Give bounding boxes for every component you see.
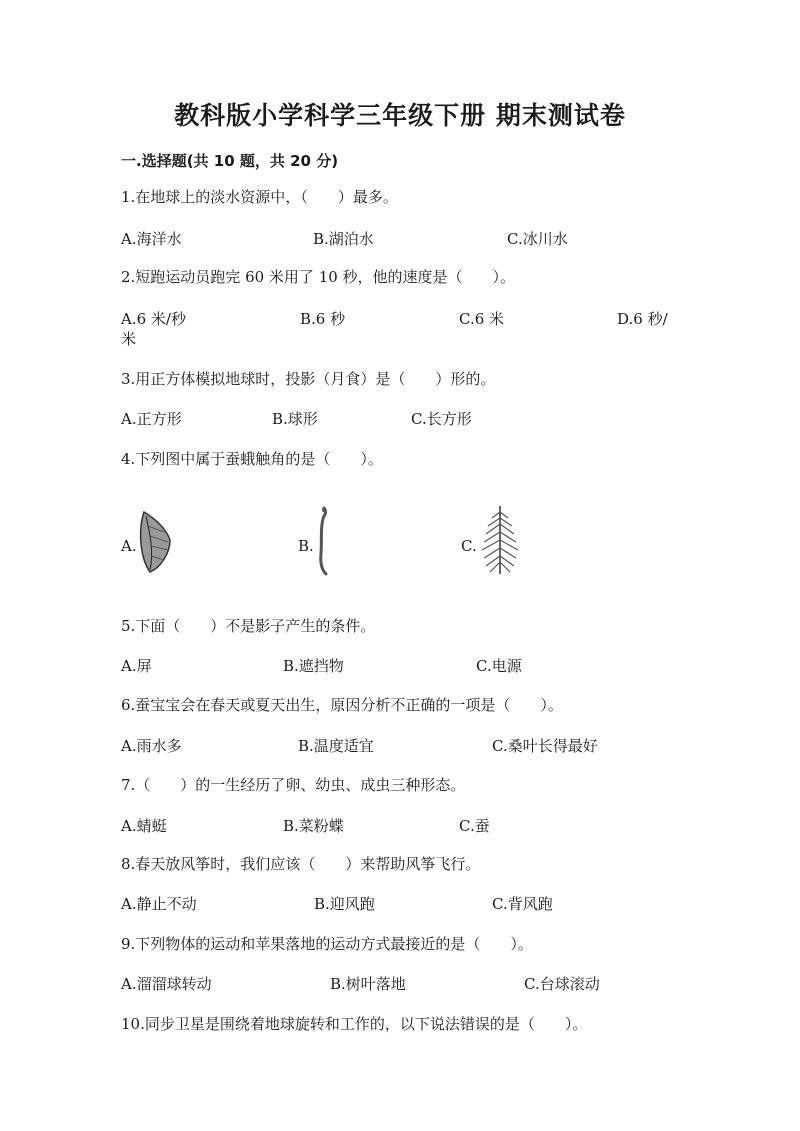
question-10: 10.同步卫星是围绕着地球旋转和工作的，以下说法错误的是（ ）。	[121, 1015, 588, 1033]
q4-option-a: A.	[121, 537, 137, 555]
question-7: 7.（ ）的一生经历了卵、幼虫、成虫三种形态。	[121, 776, 466, 794]
q2-option-c: C.6 米	[459, 310, 505, 328]
q1-option-a: A.海洋水	[121, 230, 182, 248]
q8-option-b: B.迎风跑	[314, 895, 375, 913]
question-2: 2.短跑运动员跑完 60 米用了 10 秒，他的速度是（ ）。	[121, 268, 516, 286]
q9-option-c: C.台球滚动	[524, 975, 600, 993]
thread-antenna-icon	[312, 506, 336, 576]
comb-antenna-icon	[478, 504, 522, 576]
q9-option-a: A.溜溜球转动	[121, 975, 212, 993]
q1-option-c: C.冰川水	[507, 230, 568, 248]
q4-option-b: B.	[298, 537, 314, 555]
q3-option-b: B.球形	[272, 410, 318, 428]
q8-option-c: C.背风跑	[492, 895, 553, 913]
q9-option-b: B.树叶落地	[330, 975, 406, 993]
q7-option-a: A.蜻蜓	[121, 817, 167, 835]
question-9: 9.下列物体的运动和苹果落地的运动方式最接近的是（ ）。	[121, 935, 533, 953]
q2-option-a: A.6 米/秒	[121, 310, 186, 328]
section-heading: 一.选择题(共 10 题，共 20 分)	[121, 152, 339, 170]
question-4: 4.下列图中属于蚕蛾触角的是（ ）。	[121, 450, 383, 468]
question-6: 6.蚕宝宝会在春天或夏天出生，原因分析不正确的一项是（ ）。	[121, 696, 563, 714]
q5-option-b: B.遮挡物	[283, 657, 344, 675]
q6-option-c: C.桑叶长得最好	[492, 737, 598, 755]
q6-option-b: B.温度适宜	[298, 737, 374, 755]
q8-option-a: A.静止不动	[121, 895, 197, 913]
question-1: 1.在地球上的淡水资源中，（ ）最多。	[121, 188, 398, 206]
q3-option-c: C.长方形	[411, 410, 472, 428]
q2-option-d: D.6 秒/	[617, 310, 668, 328]
q7-option-b: B.菜粉蝶	[283, 817, 344, 835]
q5-option-c: C.电源	[476, 657, 522, 675]
q3-option-a: A.正方形	[121, 410, 182, 428]
q6-option-a: A.雨水多	[121, 737, 182, 755]
question-5: 5.下面（ ）不是影子产生的条件。	[121, 617, 376, 635]
q2-option-b: B.6 秒	[300, 310, 346, 328]
q4-option-c: C.	[461, 537, 477, 555]
q5-option-a: A.屏	[121, 657, 152, 675]
q2-option-d-wrap: 米	[121, 330, 137, 348]
feather-antenna-icon	[136, 510, 176, 574]
page-title: 教科版小学科学三年级下册 期末测试卷	[174, 101, 626, 130]
q7-option-c: C.蚕	[459, 817, 490, 835]
q1-option-b: B.湖泊水	[313, 230, 374, 248]
question-8: 8.春天放风筝时，我们应该（ ）来帮助风筝飞行。	[121, 855, 481, 873]
question-3: 3.用正方体模拟地球时，投影（月食）是（ ）形的。	[121, 370, 496, 388]
